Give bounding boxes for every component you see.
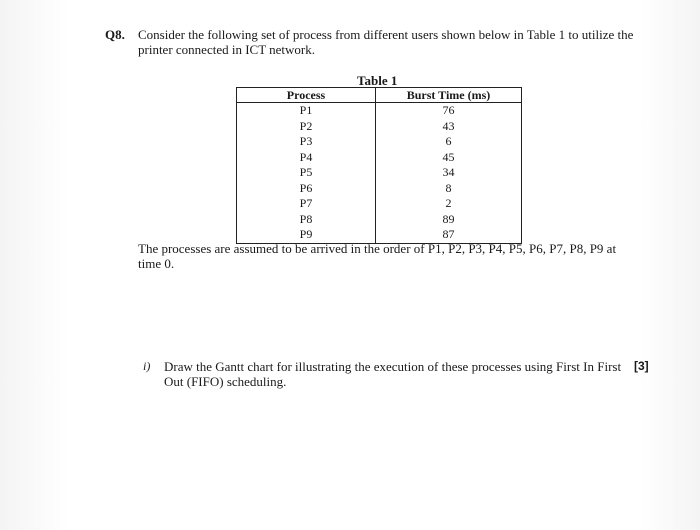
subquestion-number: i) <box>143 359 151 373</box>
header-burst-time: Burst Time (ms) <box>376 88 522 103</box>
burst-cell: 6 <box>376 134 522 150</box>
table-row <box>237 181 522 197</box>
process-cell: P9 <box>237 227 376 243</box>
table-row <box>237 119 522 135</box>
table-header-row <box>237 88 522 103</box>
process-cell: P4 <box>237 150 376 166</box>
subquestion-text: Draw the Gantt chart for illustrating the execution of these processes using First In First Out (FIFO) scheduling. <box>164 359 622 389</box>
burst-cell: 76 <box>376 103 522 119</box>
process-cell: P1 <box>237 103 376 119</box>
question-number: Q8. <box>105 27 125 42</box>
burst-cell: 34 <box>376 165 522 181</box>
table-caption: Table 1 <box>357 73 398 88</box>
question-text: Consider the following set of process from different users shown below in Table 1 to utilize the printer connected in ICT network. <box>138 27 634 57</box>
table-row <box>237 212 522 228</box>
table-row <box>237 150 522 166</box>
process-table <box>236 87 522 244</box>
table-row <box>237 196 522 212</box>
burst-cell: 87 <box>376 227 522 243</box>
burst-cell: 2 <box>376 196 522 212</box>
process-cell: P2 <box>237 119 376 135</box>
burst-cell: 8 <box>376 181 522 197</box>
process-cell: P6 <box>237 181 376 197</box>
table-row <box>237 134 522 150</box>
burst-cell: 89 <box>376 212 522 228</box>
table-row <box>237 103 522 119</box>
arrival-note: The processes are assumed to be arrived in the order of P1, P2, P3, P4, P5, P6, P7, P8, P9 at time 0. <box>138 241 617 271</box>
burst-cell: 43 <box>376 119 522 135</box>
process-cell: P3 <box>237 134 376 150</box>
header-process: Process <box>237 88 376 103</box>
marks-badge: [3] <box>634 359 649 373</box>
process-cell: P7 <box>237 196 376 212</box>
process-cell: P8 <box>237 212 376 228</box>
burst-cell: 45 <box>376 150 522 166</box>
process-cell: P5 <box>237 165 376 181</box>
table-row <box>237 165 522 181</box>
